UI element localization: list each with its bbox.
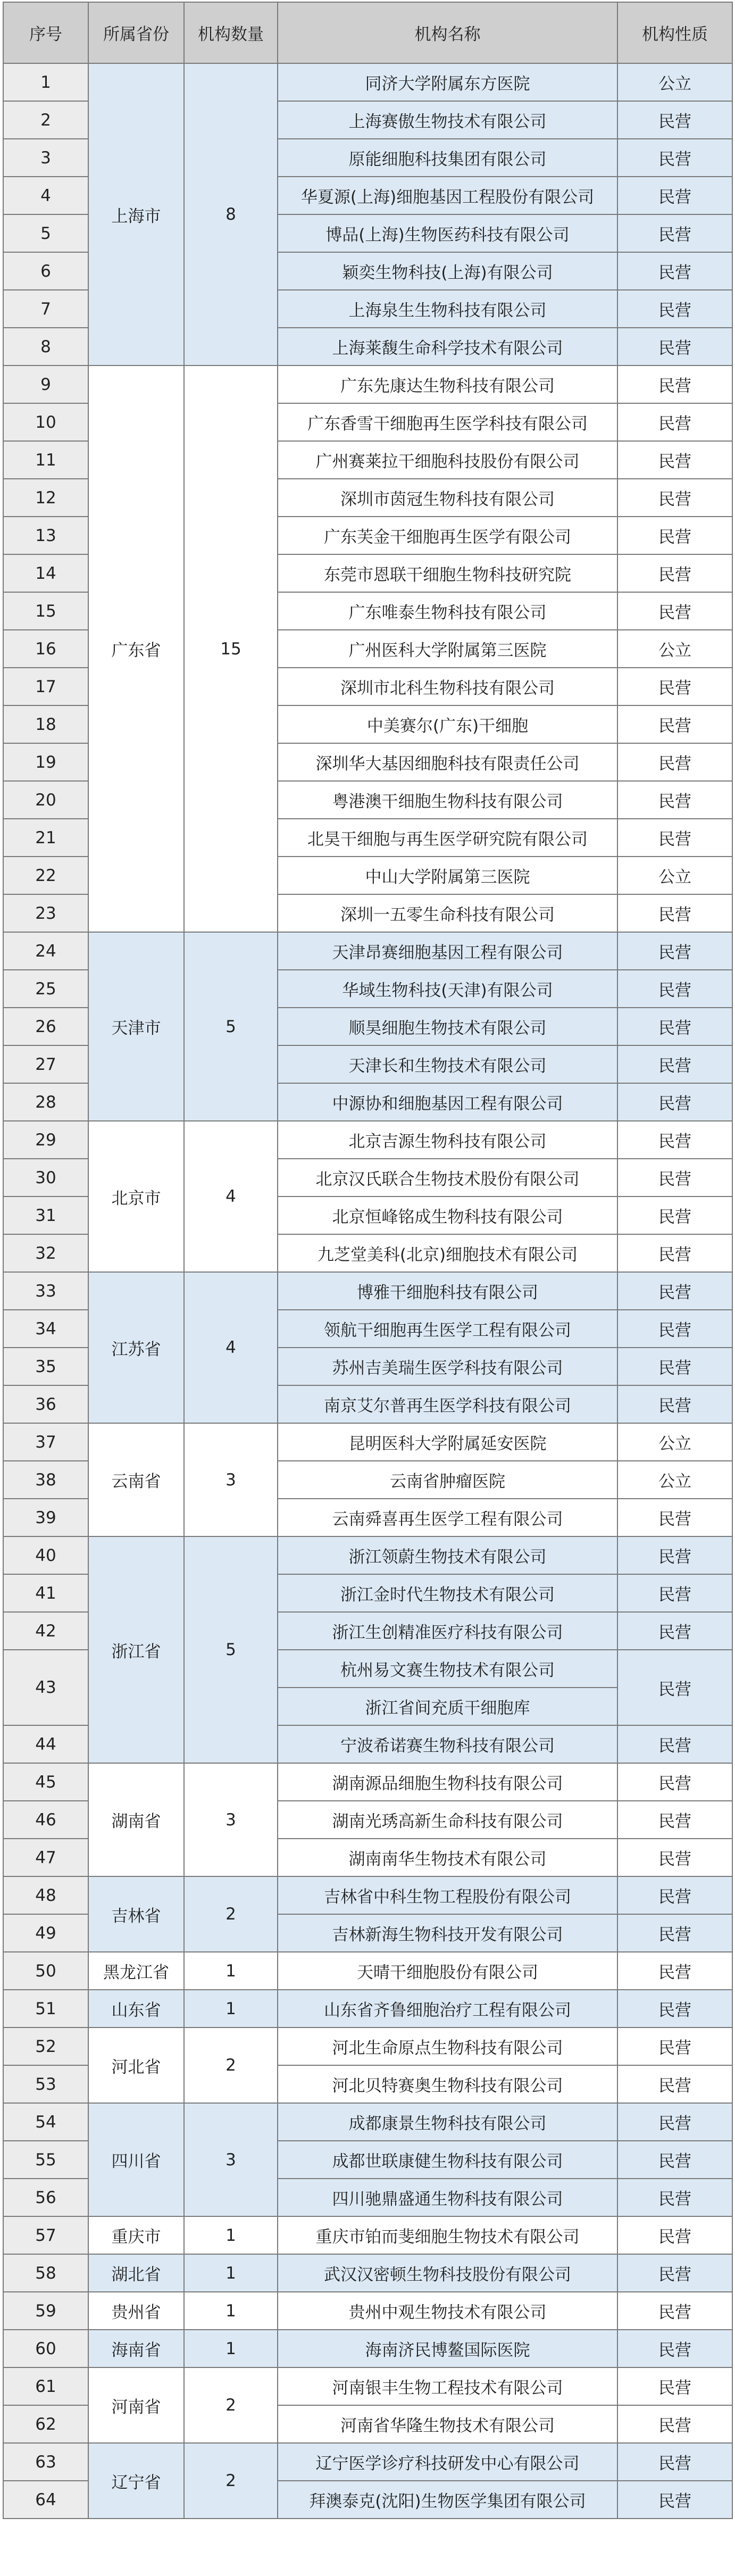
name-cell: 华夏源(上海)细胞基因工程股份有限公司 <box>278 177 617 214</box>
name-cell: 深圳市北科生物科技有限公司 <box>278 668 617 705</box>
nature-cell: 民营 <box>617 2254 732 2292</box>
province-cell: 黑龙江省 <box>88 1952 184 1990</box>
name-cell: 天晴干细胞股份有限公司 <box>278 1952 617 1990</box>
name-cell: 成都世联康健生物科技有限公司 <box>278 2141 617 2179</box>
province-cell: 云南省 <box>88 1423 184 1536</box>
nature-cell: 公立 <box>617 1461 732 1499</box>
seq-cell: 5 <box>3 214 88 252</box>
count-cell: 1 <box>184 2330 278 2367</box>
name-cell: 顺昊细胞生物技术有限公司 <box>278 1008 617 1045</box>
name-cell: 拜澳泰克(沈阳)生物医学集团有限公司 <box>278 2481 617 2519</box>
nature-cell: 民营 <box>617 819 732 857</box>
count-cell: 1 <box>184 1952 278 1990</box>
header-name: 机构名称 <box>278 2 617 63</box>
table-row <box>3 1121 732 1159</box>
nature-cell: 民营 <box>617 1310 732 1348</box>
name-cell: 中山大学附属第三医院 <box>278 857 617 894</box>
nature-cell: 民营 <box>617 328 732 365</box>
nature-cell: 民营 <box>617 517 732 554</box>
nature-cell: 民营 <box>617 1650 732 1725</box>
seq-cell: 42 <box>3 1612 88 1650</box>
table-row <box>3 63 732 101</box>
seq-cell: 53 <box>3 2065 88 2103</box>
seq-cell: 20 <box>3 781 88 819</box>
name-cell: 天津昂赛细胞基因工程有限公司 <box>278 932 617 970</box>
table-body <box>3 63 732 2519</box>
seq-cell: 1 <box>3 63 88 101</box>
table-row <box>3 1876 732 1914</box>
nature-cell: 公立 <box>617 857 732 894</box>
seq-cell: 33 <box>3 1272 88 1310</box>
seq-cell: 4 <box>3 177 88 214</box>
count-cell: 2 <box>184 2443 278 2519</box>
nature-cell: 民营 <box>617 781 732 819</box>
nature-cell: 民营 <box>617 1763 732 1801</box>
name-cell: 上海莱馥生命科学技术有限公司 <box>278 328 617 365</box>
seq-cell: 61 <box>3 2367 88 2405</box>
seq-cell: 8 <box>3 328 88 365</box>
name-cell: 九芝堂美科(北京)细胞技术有限公司 <box>278 1234 617 1272</box>
nature-cell: 民营 <box>617 1612 732 1650</box>
table-row <box>3 1952 732 1990</box>
seq-cell: 40 <box>3 1536 88 1574</box>
seq-cell: 22 <box>3 857 88 894</box>
seq-cell: 49 <box>3 1914 88 1952</box>
seq-cell: 57 <box>3 2216 88 2254</box>
nature-cell: 民营 <box>617 1385 732 1423</box>
seq-cell: 46 <box>3 1801 88 1839</box>
count-cell: 5 <box>184 932 278 1121</box>
seq-cell: 2 <box>3 101 88 139</box>
table-row <box>3 2367 732 2405</box>
name-cell: 武汉汉密顿生物科技股份有限公司 <box>278 2254 617 2292</box>
name-cell: 北京吉源生物科技有限公司 <box>278 1121 617 1159</box>
seq-cell: 60 <box>3 2330 88 2367</box>
name-cell: 北京汉氏联合生物技术股份有限公司 <box>278 1159 617 1196</box>
nature-cell: 民营 <box>617 2367 732 2405</box>
seq-cell: 54 <box>3 2103 88 2141</box>
table-row <box>3 2254 732 2292</box>
province-cell: 重庆市 <box>88 2216 184 2254</box>
seq-cell: 62 <box>3 2405 88 2443</box>
header-province: 所属省份 <box>88 2 184 63</box>
seq-cell: 35 <box>3 1348 88 1385</box>
nature-cell: 民营 <box>617 1121 732 1159</box>
count-cell: 3 <box>184 2103 278 2216</box>
name-cell: 河南银丰生物工程技术有限公司 <box>278 2367 617 2405</box>
seq-cell: 9 <box>3 365 88 403</box>
nature-cell: 民营 <box>617 365 732 403</box>
seq-cell: 23 <box>3 894 88 932</box>
count-cell: 8 <box>184 63 278 365</box>
seq-cell: 24 <box>3 932 88 970</box>
name-cell: 东莞市恩联干细胞生物科技研究院 <box>278 554 617 592</box>
nature-cell: 民营 <box>617 479 732 517</box>
name-cell: 天津长和生物技术有限公司 <box>278 1045 617 1083</box>
seq-cell: 45 <box>3 1763 88 1801</box>
count-cell: 1 <box>184 2254 278 2292</box>
name-cell: 四川驰鼎盛通生物科技有限公司 <box>278 2179 617 2216</box>
seq-cell: 3 <box>3 139 88 177</box>
name-cell: 深圳华大基因细胞科技有限责任公司 <box>278 743 617 781</box>
name-cell: 中源协和细胞基因工程有限公司 <box>278 1083 617 1121</box>
count-cell: 2 <box>184 2367 278 2443</box>
seq-cell: 15 <box>3 592 88 630</box>
name-cell: 南京艾尔普再生医学科技有限公司 <box>278 1385 617 1423</box>
count-cell: 4 <box>184 1272 278 1423</box>
province-cell: 四川省 <box>88 2103 184 2216</box>
name-cell: 杭州易文赛生物技术有限公司 <box>278 1650 617 1688</box>
nature-cell: 公立 <box>617 63 732 101</box>
count-cell: 3 <box>184 1423 278 1536</box>
seq-cell: 18 <box>3 705 88 743</box>
seq-cell: 55 <box>3 2141 88 2179</box>
nature-cell: 公立 <box>617 1423 732 1461</box>
seq-cell: 11 <box>3 441 88 479</box>
name-cell: 浙江省间充质干细胞库 <box>278 1688 617 1725</box>
count-cell: 3 <box>184 1763 278 1876</box>
name-cell: 海南济民博鳌国际医院 <box>278 2330 617 2367</box>
nature-cell: 民营 <box>617 1008 732 1045</box>
seq-cell: 59 <box>3 2292 88 2330</box>
name-cell: 北昊干细胞与再生医学研究院有限公司 <box>278 819 617 857</box>
name-cell: 贵州中观生物技术有限公司 <box>278 2292 617 2330</box>
nature-cell: 民营 <box>617 101 732 139</box>
nature-cell: 民营 <box>617 252 732 290</box>
table-row <box>3 1990 732 2027</box>
table-row <box>3 2330 732 2367</box>
table-row <box>3 2443 732 2481</box>
nature-cell: 民营 <box>617 970 732 1008</box>
seq-cell: 32 <box>3 1234 88 1272</box>
table-row <box>3 2027 732 2065</box>
table-header-row <box>3 2 732 63</box>
seq-cell: 16 <box>3 630 88 668</box>
seq-cell: 37 <box>3 1423 88 1461</box>
nature-cell: 民营 <box>617 1876 732 1914</box>
name-cell: 昆明医科大学附属延安医院 <box>278 1423 617 1461</box>
province-cell: 贵州省 <box>88 2292 184 2330</box>
nature-cell: 民营 <box>617 177 732 214</box>
name-cell: 云南省肿瘤医院 <box>278 1461 617 1499</box>
province-cell: 山东省 <box>88 1990 184 2027</box>
name-cell: 上海泉生生物科技有限公司 <box>278 290 617 328</box>
name-cell: 广东芙金干细胞再生医学有限公司 <box>278 517 617 554</box>
count-cell: 2 <box>184 2027 278 2103</box>
seq-cell: 10 <box>3 403 88 441</box>
table-row <box>3 365 732 403</box>
nature-cell: 民营 <box>617 2216 732 2254</box>
seq-cell: 26 <box>3 1008 88 1045</box>
nature-cell: 民营 <box>617 2330 732 2367</box>
name-cell: 河南省华隆生物技术有限公司 <box>278 2405 617 2443</box>
seq-cell: 50 <box>3 1952 88 1990</box>
province-cell: 河南省 <box>88 2367 184 2443</box>
nature-cell: 民营 <box>617 668 732 705</box>
seq-cell: 13 <box>3 517 88 554</box>
name-cell: 宁波希诺赛生物科技有限公司 <box>278 1725 617 1763</box>
institution-table <box>3 2 733 2519</box>
nature-cell: 民营 <box>617 2103 732 2141</box>
nature-cell: 民营 <box>617 2141 732 2179</box>
name-cell: 博品(上海)生物医药科技有限公司 <box>278 214 617 252</box>
count-cell: 1 <box>184 2216 278 2254</box>
nature-cell: 民营 <box>617 1952 732 1990</box>
seq-cell: 14 <box>3 554 88 592</box>
table-row <box>3 1272 732 1310</box>
name-cell: 云南舜喜再生医学工程有限公司 <box>278 1499 617 1536</box>
nature-cell: 民营 <box>617 2065 732 2103</box>
nature-cell: 民营 <box>617 1159 732 1196</box>
name-cell: 广东先康达生物科技有限公司 <box>278 365 617 403</box>
name-cell: 辽宁医学诊疗科技研发中心有限公司 <box>278 2443 617 2481</box>
institution-table-container <box>3 2 733 2519</box>
nature-cell: 民营 <box>617 139 732 177</box>
name-cell: 北京恒峰铭成生物科技有限公司 <box>278 1196 617 1234</box>
nature-cell: 民营 <box>617 2027 732 2065</box>
count-cell: 15 <box>184 365 278 932</box>
seq-cell: 34 <box>3 1310 88 1348</box>
nature-cell: 民营 <box>617 1499 732 1536</box>
header-seq: 序号 <box>3 2 88 63</box>
nature-cell: 民营 <box>617 1536 732 1574</box>
seq-cell: 25 <box>3 970 88 1008</box>
nature-cell: 民营 <box>617 1914 732 1952</box>
name-cell: 湖南光琇高新生命科技有限公司 <box>278 1801 617 1839</box>
seq-cell: 30 <box>3 1159 88 1196</box>
name-cell: 粤港澳干细胞生物科技有限公司 <box>278 781 617 819</box>
seq-cell: 44 <box>3 1725 88 1763</box>
seq-cell: 52 <box>3 2027 88 2065</box>
table-row <box>3 932 732 970</box>
name-cell: 广东香雪干细胞再生医学科技有限公司 <box>278 403 617 441</box>
province-cell: 海南省 <box>88 2330 184 2367</box>
name-cell: 湖南源品细胞生物科技有限公司 <box>278 1763 617 1801</box>
name-cell: 吉林省中科生物工程股份有限公司 <box>278 1876 617 1914</box>
province-cell: 广东省 <box>88 365 184 932</box>
seq-cell: 21 <box>3 819 88 857</box>
seq-cell: 56 <box>3 2179 88 2216</box>
table-row <box>3 1536 732 1574</box>
table-row <box>3 1423 732 1461</box>
nature-cell: 民营 <box>617 705 732 743</box>
province-cell: 湖南省 <box>88 1763 184 1876</box>
nature-cell: 民营 <box>617 1839 732 1876</box>
count-cell: 5 <box>184 1536 278 1763</box>
name-cell: 广东唯泰生物科技有限公司 <box>278 592 617 630</box>
count-cell: 1 <box>184 2292 278 2330</box>
name-cell: 苏州吉美瑞生医学科技有限公司 <box>278 1348 617 1385</box>
seq-cell: 41 <box>3 1574 88 1612</box>
province-cell: 浙江省 <box>88 1536 184 1763</box>
name-cell: 成都康景生物科技有限公司 <box>278 2103 617 2141</box>
nature-cell: 民营 <box>617 592 732 630</box>
seq-cell: 58 <box>3 2254 88 2292</box>
table-row <box>3 2292 732 2330</box>
seq-cell: 31 <box>3 1196 88 1234</box>
name-cell: 华域生物科技(天津)有限公司 <box>278 970 617 1008</box>
nature-cell: 民营 <box>617 1083 732 1121</box>
header-count: 机构数量 <box>184 2 278 63</box>
count-cell: 2 <box>184 1876 278 1952</box>
seq-cell: 6 <box>3 252 88 290</box>
nature-cell: 民营 <box>617 2405 732 2443</box>
name-cell: 山东省齐鲁细胞治疗工程有限公司 <box>278 1990 617 2027</box>
nature-cell: 公立 <box>617 630 732 668</box>
nature-cell: 民营 <box>617 2481 732 2519</box>
table-row <box>3 2103 732 2141</box>
seq-cell: 28 <box>3 1083 88 1121</box>
seq-cell: 19 <box>3 743 88 781</box>
seq-cell: 43 <box>3 1650 88 1725</box>
seq-cell: 47 <box>3 1839 88 1876</box>
seq-cell: 39 <box>3 1499 88 1536</box>
name-cell: 中美赛尔(广东)干细胞 <box>278 705 617 743</box>
name-cell: 广州赛莱拉干细胞科技股份有限公司 <box>278 441 617 479</box>
count-cell: 4 <box>184 1121 278 1272</box>
table-row <box>3 2216 732 2254</box>
nature-cell: 民营 <box>617 1272 732 1310</box>
name-cell: 浙江生创精准医疗科技有限公司 <box>278 1612 617 1650</box>
header-nature: 机构性质 <box>617 2 732 63</box>
name-cell: 河北贝特赛奥生物科技有限公司 <box>278 2065 617 2103</box>
name-cell: 颖奕生物科技(上海)有限公司 <box>278 252 617 290</box>
seq-cell: 48 <box>3 1876 88 1914</box>
name-cell: 浙江领蔚生物技术有限公司 <box>278 1536 617 1574</box>
nature-cell: 民营 <box>617 2179 732 2216</box>
province-cell: 北京市 <box>88 1121 184 1272</box>
name-cell: 同济大学附属东方医院 <box>278 63 617 101</box>
nature-cell: 民营 <box>617 1990 732 2027</box>
seq-cell: 17 <box>3 668 88 705</box>
seq-cell: 7 <box>3 290 88 328</box>
nature-cell: 民营 <box>617 1801 732 1839</box>
province-cell: 河北省 <box>88 2027 184 2103</box>
nature-cell: 民营 <box>617 1348 732 1385</box>
nature-cell: 民营 <box>617 441 732 479</box>
nature-cell: 民营 <box>617 2443 732 2481</box>
nature-cell: 民营 <box>617 743 732 781</box>
table-row <box>3 1763 732 1801</box>
name-cell: 湖南南华生物技术有限公司 <box>278 1839 617 1876</box>
name-cell: 上海赛傲生物技术有限公司 <box>278 101 617 139</box>
nature-cell: 民营 <box>617 1574 732 1612</box>
province-cell: 江苏省 <box>88 1272 184 1423</box>
seq-cell: 12 <box>3 479 88 517</box>
nature-cell: 民营 <box>617 894 732 932</box>
name-cell: 领航干细胞再生医学工程有限公司 <box>278 1310 617 1348</box>
nature-cell: 民营 <box>617 290 732 328</box>
nature-cell: 民营 <box>617 1045 732 1083</box>
seq-cell: 38 <box>3 1461 88 1499</box>
province-cell: 湖北省 <box>88 2254 184 2292</box>
seq-cell: 64 <box>3 2481 88 2519</box>
nature-cell: 民营 <box>617 932 732 970</box>
seq-cell: 29 <box>3 1121 88 1159</box>
nature-cell: 民营 <box>617 214 732 252</box>
name-cell: 广州医科大学附属第三医院 <box>278 630 617 668</box>
seq-cell: 63 <box>3 2443 88 2481</box>
nature-cell: 民营 <box>617 1725 732 1763</box>
name-cell: 博雅干细胞科技有限公司 <box>278 1272 617 1310</box>
name-cell: 原能细胞科技集团有限公司 <box>278 139 617 177</box>
seq-cell: 51 <box>3 1990 88 2027</box>
seq-cell: 27 <box>3 1045 88 1083</box>
name-cell: 重庆市铂而斐细胞生物技术有限公司 <box>278 2216 617 2254</box>
nature-cell: 民营 <box>617 403 732 441</box>
nature-cell: 民营 <box>617 1196 732 1234</box>
nature-cell: 民营 <box>617 2292 732 2330</box>
name-cell: 河北生命原点生物科技有限公司 <box>278 2027 617 2065</box>
seq-cell: 36 <box>3 1385 88 1423</box>
province-cell: 天津市 <box>88 932 184 1121</box>
name-cell: 吉林新海生物科技开发有限公司 <box>278 1914 617 1952</box>
province-cell: 上海市 <box>88 63 184 365</box>
name-cell: 浙江金时代生物技术有限公司 <box>278 1574 617 1612</box>
name-cell: 深圳市茵冠生物科技有限公司 <box>278 479 617 517</box>
province-cell: 吉林省 <box>88 1876 184 1952</box>
count-cell: 1 <box>184 1990 278 2027</box>
name-cell: 深圳一五零生命科技有限公司 <box>278 894 617 932</box>
province-cell: 辽宁省 <box>88 2443 184 2519</box>
nature-cell: 民营 <box>617 554 732 592</box>
nature-cell: 民营 <box>617 1234 732 1272</box>
